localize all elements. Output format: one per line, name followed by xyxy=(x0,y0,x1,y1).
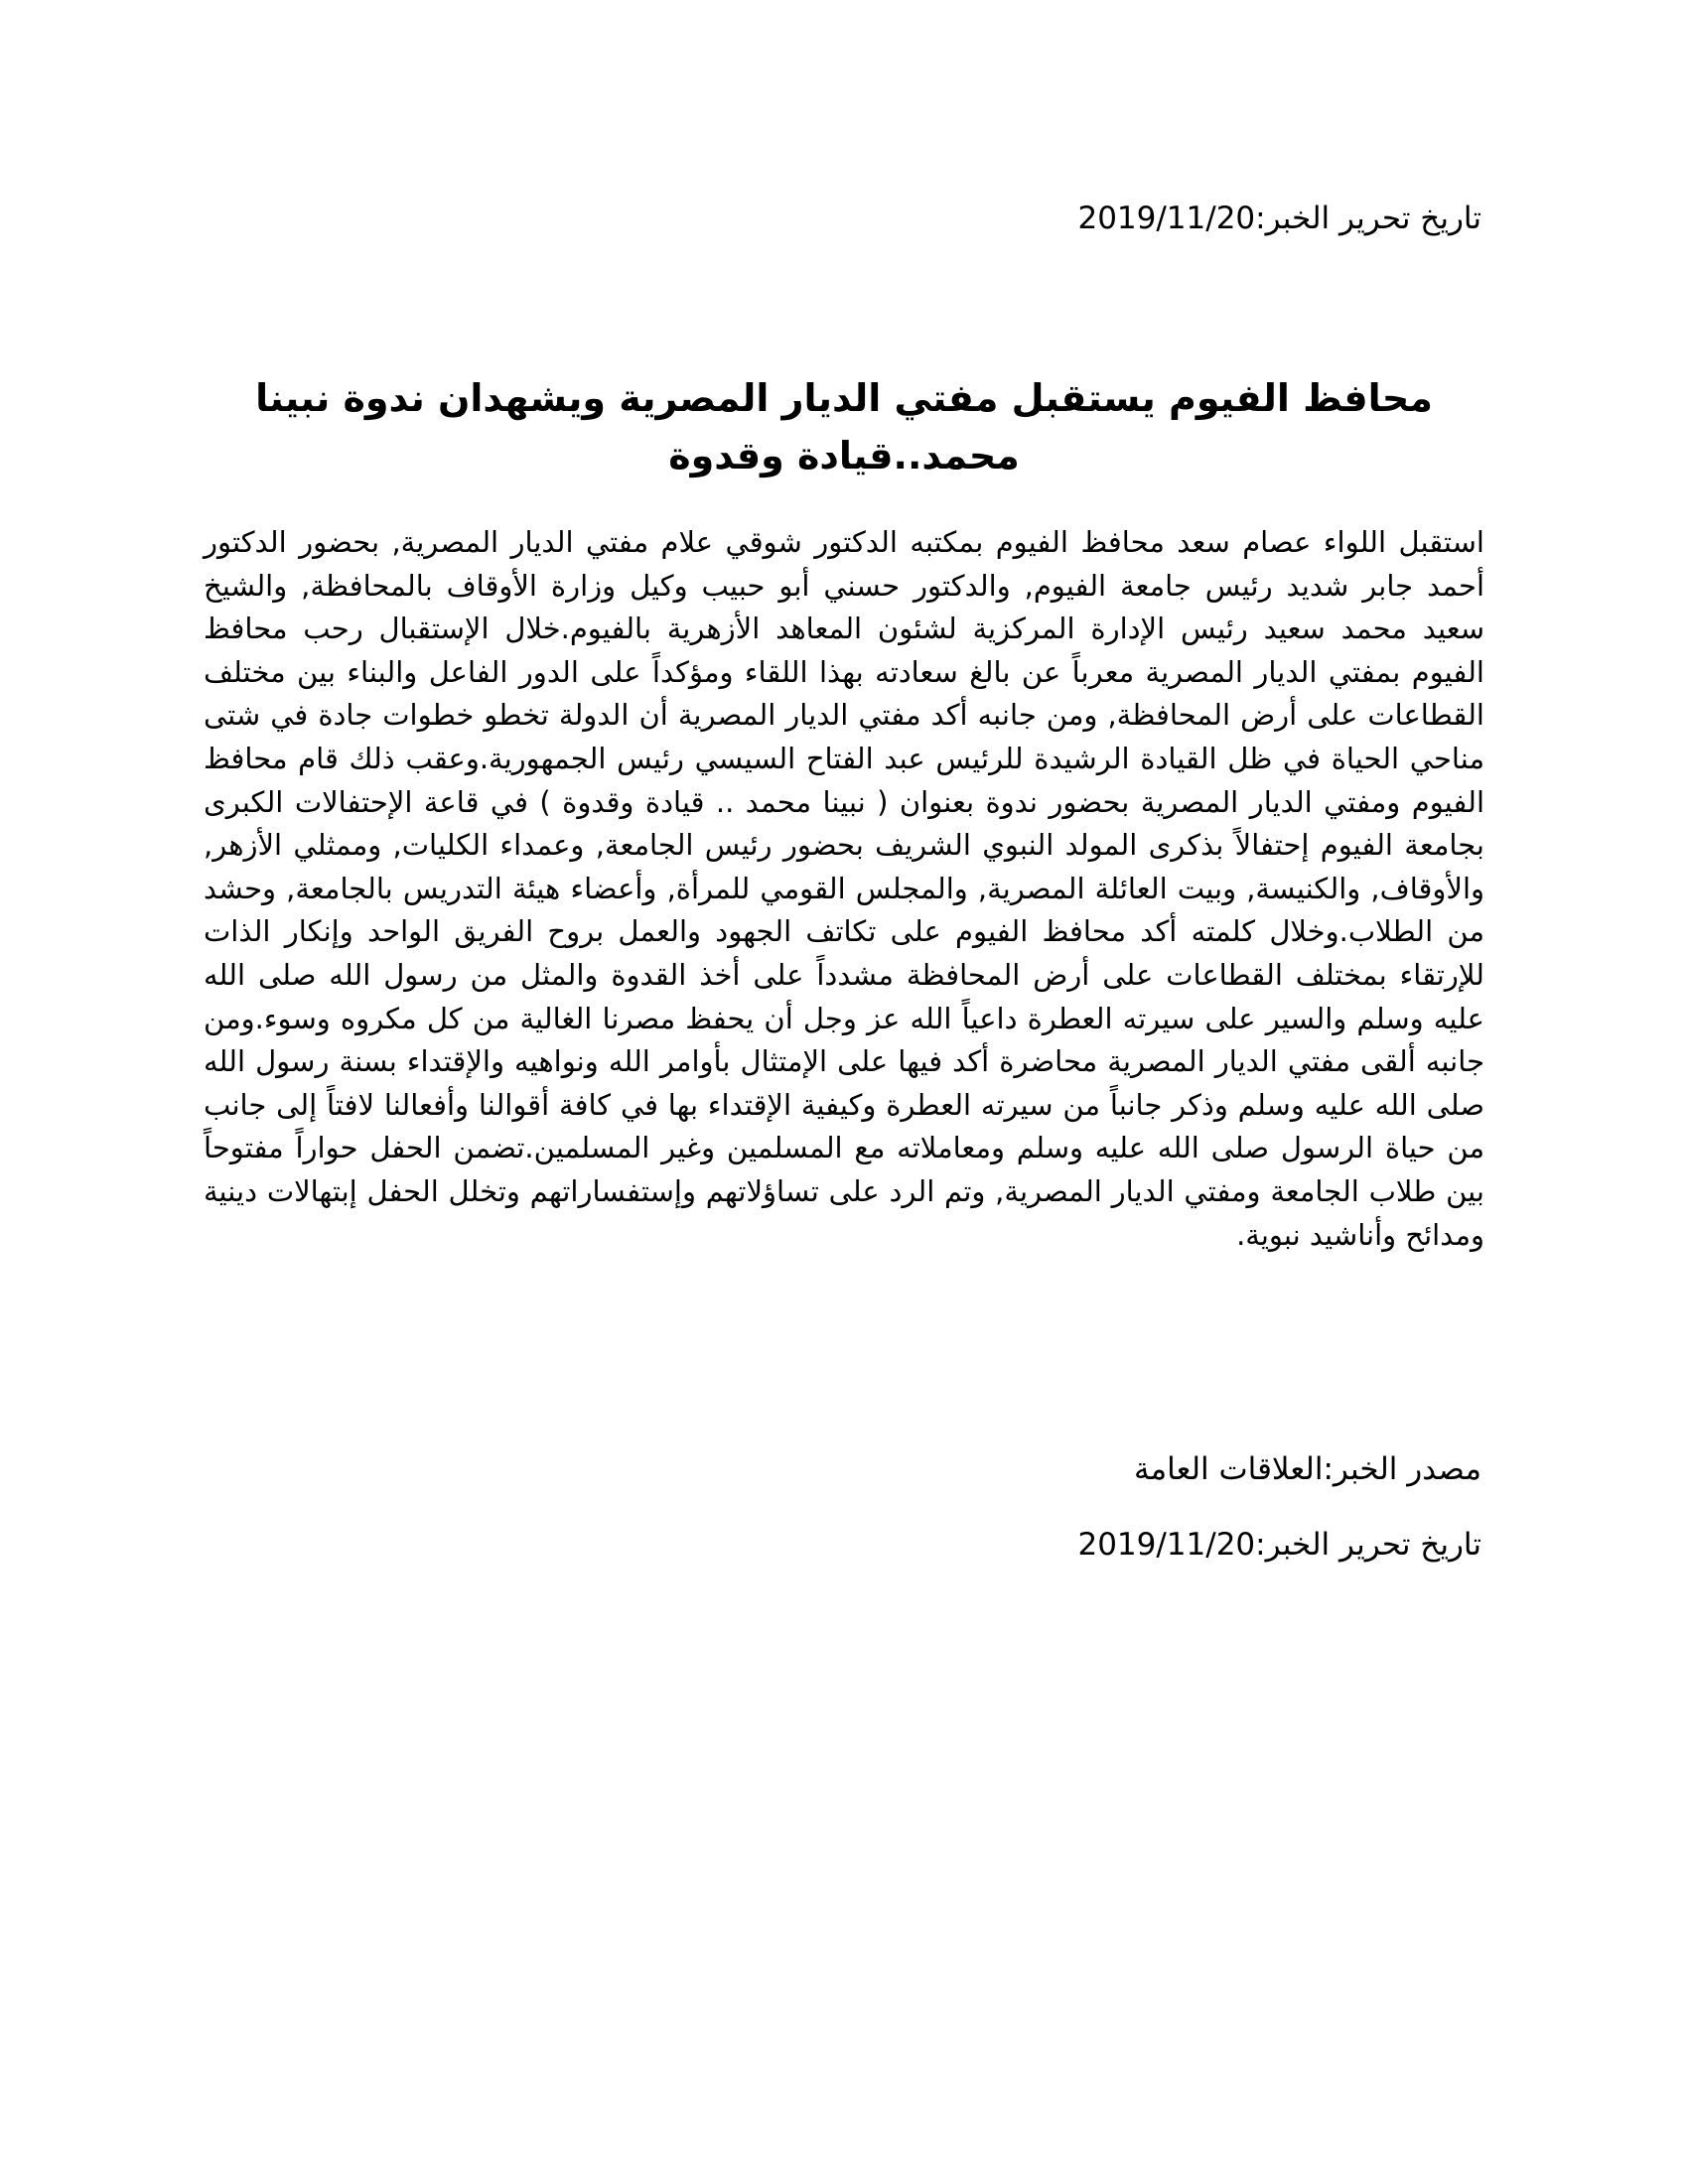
edit-date-top xyxy=(588,199,1481,238)
edit-date-label: تاريخ تحرير الخبر: xyxy=(1255,201,1481,236)
edit-date-value: 2019/11/20 xyxy=(1077,1527,1256,1563)
news-source-label: مصدر الخبر: xyxy=(1323,1451,1481,1487)
news-source-value: العلاقات العامة xyxy=(1133,1451,1324,1487)
edit-date-bottom xyxy=(588,1525,1481,1565)
article-title: محافظ الفيوم يستقبل مفتي الديار المصرية ويشهدان ندوة نبينا محمد..قيادة وقدوة xyxy=(255,376,1433,478)
edit-date-value: 2019/11/20 xyxy=(1077,201,1256,236)
edit-date-label: تاريخ تحرير الخبر: xyxy=(1255,1527,1481,1563)
article-body: استقبل اللواء عصام سعد محافظ الفيوم بمكتبه الدكتور شوقي علام مفتي الديار المصرية, بحضور الدكتور أحمد جابر شديد رئيس جامعة الفيوم, والدكتور حسني أبو حبيب وكيل وزارة الأوقاف بالمحافظة, والشيخ سعيد محمد سعيد رئيس الإدارة المركزية لشئون المعاهد الأزهرية بالفيوم.خلال الإستقبال رحب محافظ الفيوم بمفتي الديار المصرية معرباً عن بالغ سعادته بهذا اللقاء ومؤكداً على الدور الفاعل والبناء بين مختلف القطاعات على أرض المحافظة, ومن جانبه أكد مفتي الديار المصرية أن الدولة تخطو خطوات جادة في شتى مناحي الحياة في ظل القيادة الرشيدة للرئيس عبد الفتاح السيسي رئيس الجمهورية.وعقب ذلك قام محافظ الفيوم ومفتي الديار المصرية بحضور ندوة بعنوان ( نبينا محمد .. قيادة وقدوة ) في قاعة الإحتفالات الكبرى بجامعة الفيوم إحتفالاً بذكرى المولد النبوي الشريف بحضور رئيس الجامعة, وعمداء الكليات, وممثلي الأزهر, والأوقاف, والكنيسة, وبيت العائلة المصرية, والمجلس القومي للمرأة, وأعضاء هيئة التدريس بالجامعة, وحشد من الطلاب.وخلال كلمته أكد محافظ الفيوم على تكاتف الجهود والعمل بروح الفريق الواحد وإنكار الذات للإرتقاء بمختلف القطاعات على أرض المحافظة مشدداً على أخذ القدوة والمثل من رسول الله صلى الله عليه وسلم والسير على سيرته العطرة داعياً الله عز وجل أن يحفظ مصرنا الغالية من كل مكروه وسوء.ومن جانبه ألقى مفتي الديار المصرية محاضرة أكد فيها على الإمتثال بأوامر الله ونواهيه والإقتداء بسنة رسول الله صلى الله عليه وسلم وذكر جانباً من سيرته العطرة وكيفية الإقتداء بها في كافة أقوالنا وأفعالنا لافتاً إلى جانب من حياة الرسول صلى الله عليه وسلم ومعاملاته مع المسلمين وغير المسلمين.تضمن الحفل حواراً مفتوحاً بين طلاب الجامعة ومفتي الديار المصرية, وتم الرد على تساؤلاتهم وإستفساراتهم وتخلل الحفل إبتهالات دينية ومدائح وأناشيد نبوية. xyxy=(204,525,1484,1252)
news-source xyxy=(588,1449,1481,1489)
